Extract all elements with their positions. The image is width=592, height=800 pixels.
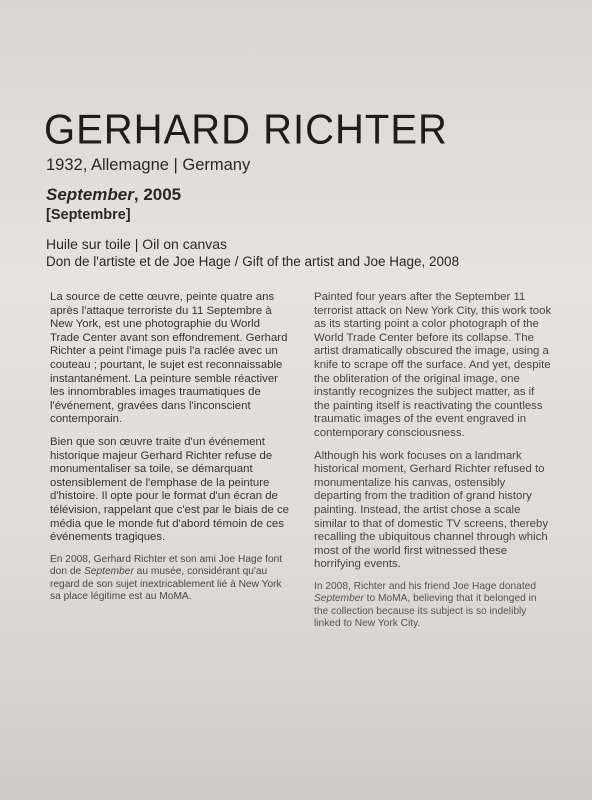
french-paragraph-3 <box>50 554 290 604</box>
english-paragraph-3 <box>314 581 552 631</box>
french-p3-end: au musée, considérant qu'au regard de son sujet inextricablement lié à New York sa place légitime est au MoMA. <box>50 566 282 602</box>
french-paragraph-2: Bien que son œuvre traite d'un événement historique majeur Gerhard Richter refuse de monumentaliser sa toile, se démarquant ostensiblement de l'emphase de la peinture d'histoire. Il opte pour le format d'un écran de télévision, rappelant que c'est par le biais de ce média que le monde fut d'abord témoin de ces événements tragiques. <box>50 435 289 544</box>
artist-birth-info: 1932, Allemagne | Germany <box>46 156 251 174</box>
artist-name: GERHARD RICHTER <box>44 106 448 154</box>
french-p3-start: En 2008, Gerhard Richter et son ami Joe Hage font don de <box>50 553 283 578</box>
artwork-title-main: September <box>46 185 134 204</box>
artwork-year: , 2005 <box>133 185 182 204</box>
french-p3-title: September <box>84 566 134 578</box>
english-p3-end: to MoMA, believing that it belonged in the collection because its subject is so indelibly linked to New York City. <box>314 593 537 630</box>
french-text-column <box>50 291 290 612</box>
credit-line: Don de l'artiste et de Joe Hage / Gift of the artist and Joe Hage, 2008 <box>46 254 460 269</box>
english-text-column <box>314 291 552 640</box>
artwork-title <box>46 185 181 205</box>
english-p3-title: September <box>314 593 364 605</box>
artwork-title-french: [Septembre] <box>46 207 131 223</box>
french-paragraph-1: La source de cette œuvre, peinte quatre ans après l'attaque terroriste du 11 Septembre à New York, est une photographie du World Trade Center avant son effondrement. Gerhard Richter a peint l'image puis l'a raclée avec un couteau ; pourtant, le sujet est reconnaissable instantanément. La peinture semble réactiver les innombrables images traumatiques de l'événement, gravées dans l'inconscient contemporain. <box>50 291 288 426</box>
english-paragraph-1: Painted four years after the September 11 terrorist attack on New York City, this work took as its starting point a color photograph of the World Trade Center before its collapse. The artist dramatically obscured the image, using a knife to scrape off the surface. And yet, despite the obliteration of the original image, one instantly recognizes the subject matter, as if the painting itself is reactivating the countless traumatic images of the event engraved in contemporary consciousness. <box>314 291 552 439</box>
artwork-medium: Huile sur toile | Oil on canvas <box>46 236 228 252</box>
english-p3-start: In 2008, Richter and his friend Joe Hage donated <box>314 580 537 592</box>
english-paragraph-2: Although his work focuses on a landmark historical moment, Gerhard Richter refused to monumentalize his canvas, ostensibly departing from the tradition of grand history painting. Instead, the artist chose a scale similar to that of domestic TV screens, thereby recalling the ubiquitous channel through which most of the world first witnessed these horrifying events. <box>314 449 549 571</box>
